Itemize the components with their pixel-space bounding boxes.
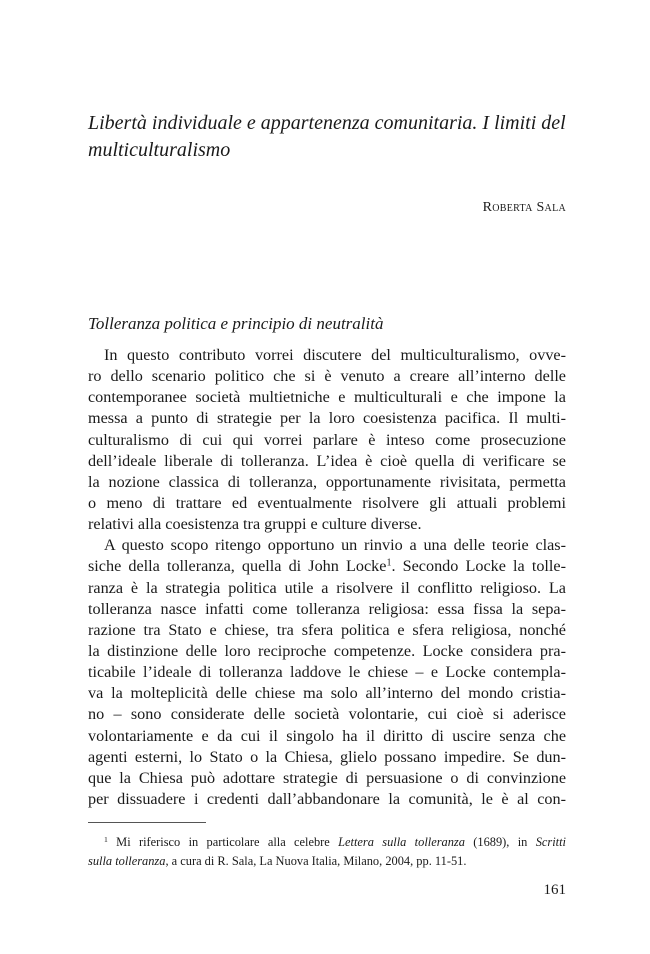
text-line: relativi alla coesistenza tra gruppi e culture diverse.: [88, 515, 422, 534]
text-line: dell’ideale liberale di tolleranza. L’idea è cioè quella di verificare se: [88, 451, 566, 470]
text-line: per dissuadere i credenti dall’abbandonare la comunità, le è al con-: [88, 789, 566, 808]
footnote-text: (1689), in: [464, 835, 536, 849]
text-line: In questo contributo vorrei discutere del multiculturalismo, ovve-: [104, 346, 566, 364]
author-name: Roberta Sala: [482, 200, 566, 215]
footnote-number: 1: [104, 834, 108, 844]
footnote-work-title: Lettera sulla tolleranza: [338, 835, 465, 849]
text-line: la distinzione delle loro reciproche competenze. Locke considera pra-: [88, 641, 566, 660]
footnote-divider: [88, 822, 206, 823]
text-line: ro dello scenario politico che si è venuto a creare all’interno delle: [88, 367, 566, 386]
footnote-work-title: Scritti: [535, 835, 566, 849]
text-line: tolleranza nasce infatti come tolleranza religiosa: essa fissa la sepa-: [88, 599, 566, 618]
body-text: [88, 345, 566, 810]
text-line: va la molteplicità delle chiese ma solo all’interno del mondo cristia-: [88, 684, 566, 703]
footnote-line: [88, 852, 566, 871]
text-fragment: siche della tolleranza, quella di John Locke: [88, 557, 387, 576]
section-heading: Tolleranza politica e principio di neutralità: [88, 314, 384, 333]
article-title: [88, 110, 568, 164]
text-line: razione tra Stato e chiese, tra sfera politica e sfera religiosa, nonché: [88, 620, 566, 639]
footnote-reference[interactable]: 1: [386, 557, 392, 569]
text-line: A questo scopo ritengo opportuno un rinvio a una delle teorie clas-: [104, 536, 566, 555]
text-line: que la Chiesa può adottare strategie di persuasione o di convinzione: [88, 768, 566, 787]
text-fragment: . Secondo Locke la tolle-: [391, 557, 566, 576]
text-line: messa a punto di strategie per la loro coesistenza pacifica. Il multi-: [88, 409, 566, 428]
footnote: [88, 833, 566, 871]
footnote-text: , a cura di R. Sala, La Nuova Italia, Milano, 2004, pp. 11-51.: [165, 854, 467, 868]
text-line: culturalismo di cui qui vorrei parlare è inteso come prosecuzione: [88, 430, 566, 449]
text-line: no – sono considerate delle società volontarie, cui cioè si aderisce: [88, 705, 566, 724]
footnote-line: [88, 833, 566, 852]
text-line: volontariamente e da cui il singolo ha il diritto di uscire senza che: [88, 726, 566, 745]
text-line: ticabile l’ideale di tolleranza laddove le chiese – e Locke contempla-: [88, 663, 566, 682]
article-title-line: multiculturalismo: [88, 139, 231, 161]
page-number: 161: [543, 882, 566, 898]
article-title-line: Libertà individuale e appartenenza comunitaria. I limiti del: [88, 112, 566, 134]
text-line: agenti esterni, lo Stato o la Chiesa, glielo possano impedire. Se dun-: [88, 747, 566, 766]
footnote-text: Mi riferisco in particolare alla celebre: [116, 835, 339, 849]
text-line-with-footnote: [88, 556, 566, 577]
text-line: ranza è la strategia politica utile a risolvere il conflitto religioso. La: [88, 578, 566, 597]
text-line: o meno di trattare ed eventualmente risolvere gli attuali problemi: [88, 493, 566, 512]
footnote-work-title: sulla tolleranza: [88, 854, 166, 868]
text-line: contemporanee società multietniche e multiculturali e che impone la: [88, 388, 566, 407]
text-line: la nozione classica di tolleranza, opportunamente rivisitata, permetta: [88, 472, 566, 491]
